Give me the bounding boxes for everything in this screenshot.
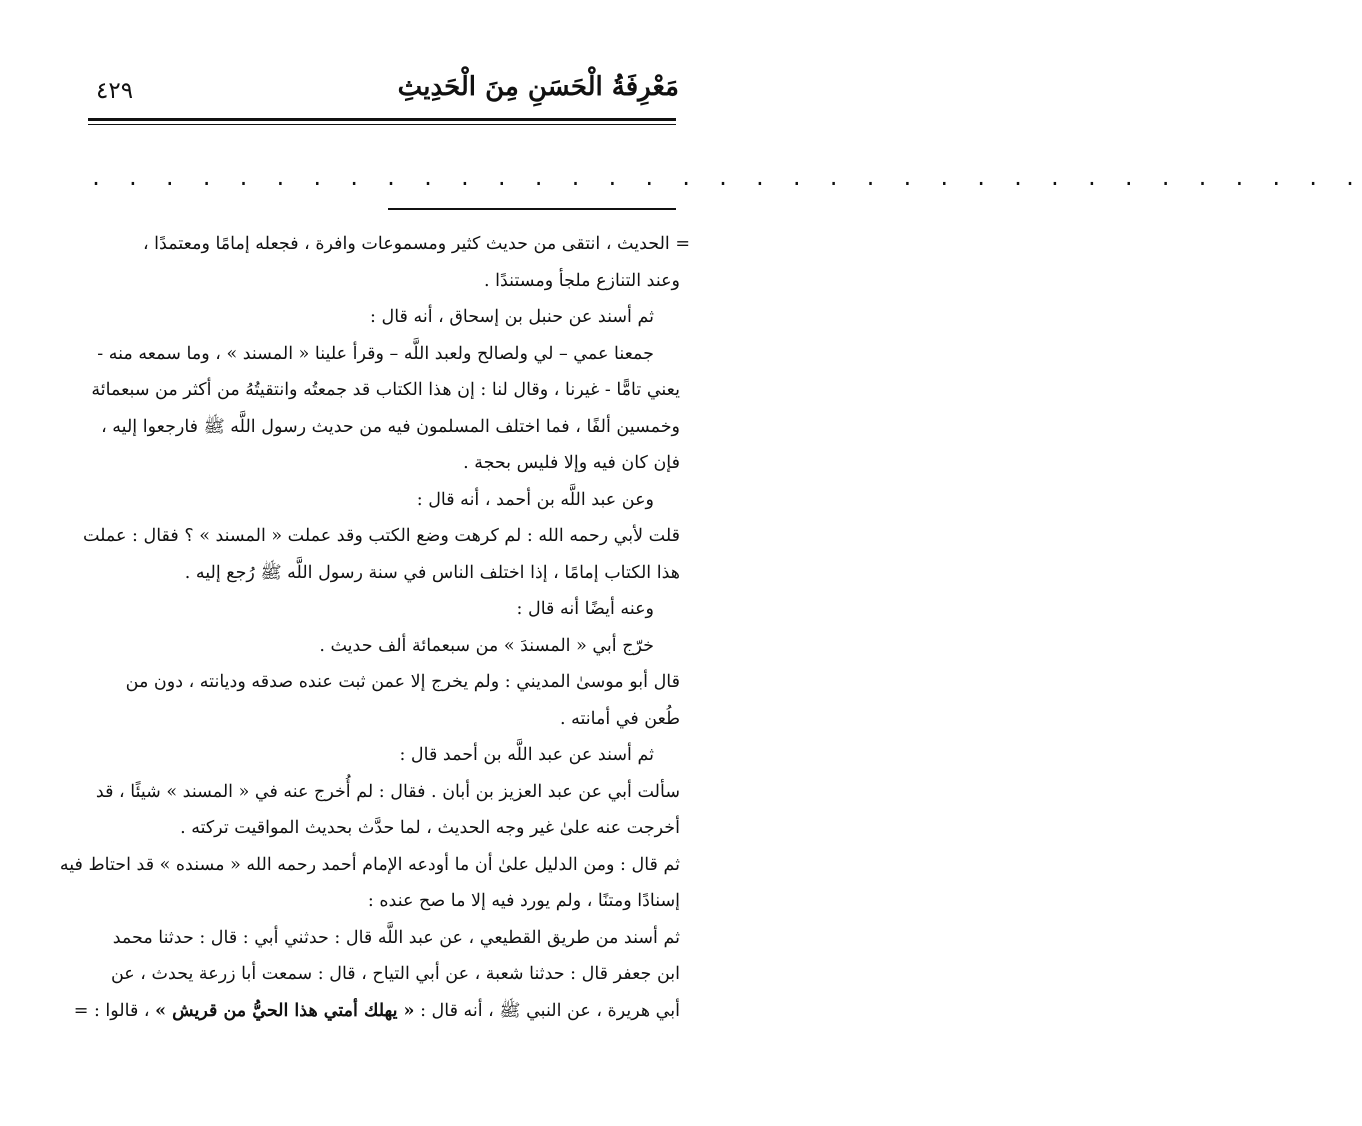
running-head-title: مَعْرِفَةُ الْحَسَنِ مِنَ الْحَدِيثِ: [397, 72, 679, 102]
text-line: ثم أسند عن حنبل بن إسحاق ، أنه قال :: [370, 307, 654, 327]
page-number: ٤٢٩: [96, 78, 134, 104]
hadith-quote: « يهلك أمتي هذا الحيُّ من قريش »: [155, 1000, 415, 1021]
footnote-rule: [388, 208, 676, 210]
text-line: ثم أسند عن عبد اللَّه بن أحمد قال :: [399, 745, 654, 765]
header-rule-thin: [88, 124, 676, 125]
text-line: يعني تامًّا - غيرنا ، وقال لنا : إن هذا الكتاب قد جمعتُه وانتقيتُهُ من أكثر من سبعمائة: [91, 380, 680, 400]
text-line: سألت أبي عن عبد العزيز بن أبان . فقال : لم أُخرج عنه في « المسند » شيئًا ، قد: [95, 781, 680, 802]
text-line: وعنه أيضًا أنه قال :: [516, 599, 654, 619]
footnote-text: [59, 226, 690, 1029]
text-line: وخمسين ألفًا ، فما اختلف المسلمون فيه من حديث رسول اللَّه ﷺ فارجعوا إليه ،: [101, 416, 680, 437]
text-line: وعند التنازع ملجأ ومستندًا .: [484, 270, 680, 291]
text-line: قال أبو موسىٰ المديني : ولم يخرج إلا عمن ثبت عنده صدقه وديانته ، دون من: [125, 672, 680, 692]
text-line: ثم قال : ومن الدليل علىٰ أن ما أودعه الإمام أحمد رحمه الله « مسنده » قد احتاط فيه: [59, 854, 680, 875]
text-line: ابن جعفر قال : حدثنا شعبة ، عن أبي التياح ، قال : سمعت أبا زرعة يحدث ، عن: [110, 964, 680, 984]
text-line: فإن كان فيه وإلا فليس بحجة .: [463, 453, 680, 473]
text-line: وعن عبد اللَّه بن أحمد ، أنه قال :: [416, 489, 654, 510]
text-line-last: [73, 993, 680, 1030]
text-line: ثم أسند من طريق القطيعي ، عن عبد اللَّه قال : حدثني أبي : قال : حدثنا محمد: [112, 927, 680, 948]
header-rule-thick: [88, 118, 676, 121]
text-line: خرّج أبي « المسندَ » من سبعمائة ألف حديث .: [319, 635, 654, 656]
text-line: قلت لأبي رحمه الله : لم كرهت وضع الكتب وقد عملت « المسند » ؟ فقال : عملت: [82, 526, 680, 546]
text-line: جمعنا عمي – لي ولصالح ولعبد اللَّه – وقرأ علينا « المسند » ، وما سمعه منه -: [97, 343, 654, 364]
text-line: إسنادًا ومتنًا ، ولم يورد فيه إلا ما صح عنده :: [367, 891, 680, 911]
text-line: طُعن في أمانته .: [560, 708, 680, 729]
text-line-start: أبي هريرة ، عن النبي ﷺ ، أنه قال :: [420, 1000, 680, 1021]
text-line: أخرجت عنه علىٰ غير وجه الحديث ، لما حدَّث بحديث المواقيت تركته .: [180, 818, 680, 838]
text-line-tail: ، قالوا : =: [73, 1000, 150, 1021]
text-line: هذا الكتاب إمامًا ، إذا اختلف الناس في سنة رسول اللَّه ﷺ رُجع إليه .: [184, 562, 680, 583]
dotted-separator: . . . . . . . . . . . . . . . . . . . . . . . . . . . . . . . . . . .: [90, 166, 1362, 190]
text-line: = الحديث ، انتقى من حديث كثير ومسموعات وافرة ، فجعله إمامًا ومعتمدًا ،: [142, 234, 690, 254]
